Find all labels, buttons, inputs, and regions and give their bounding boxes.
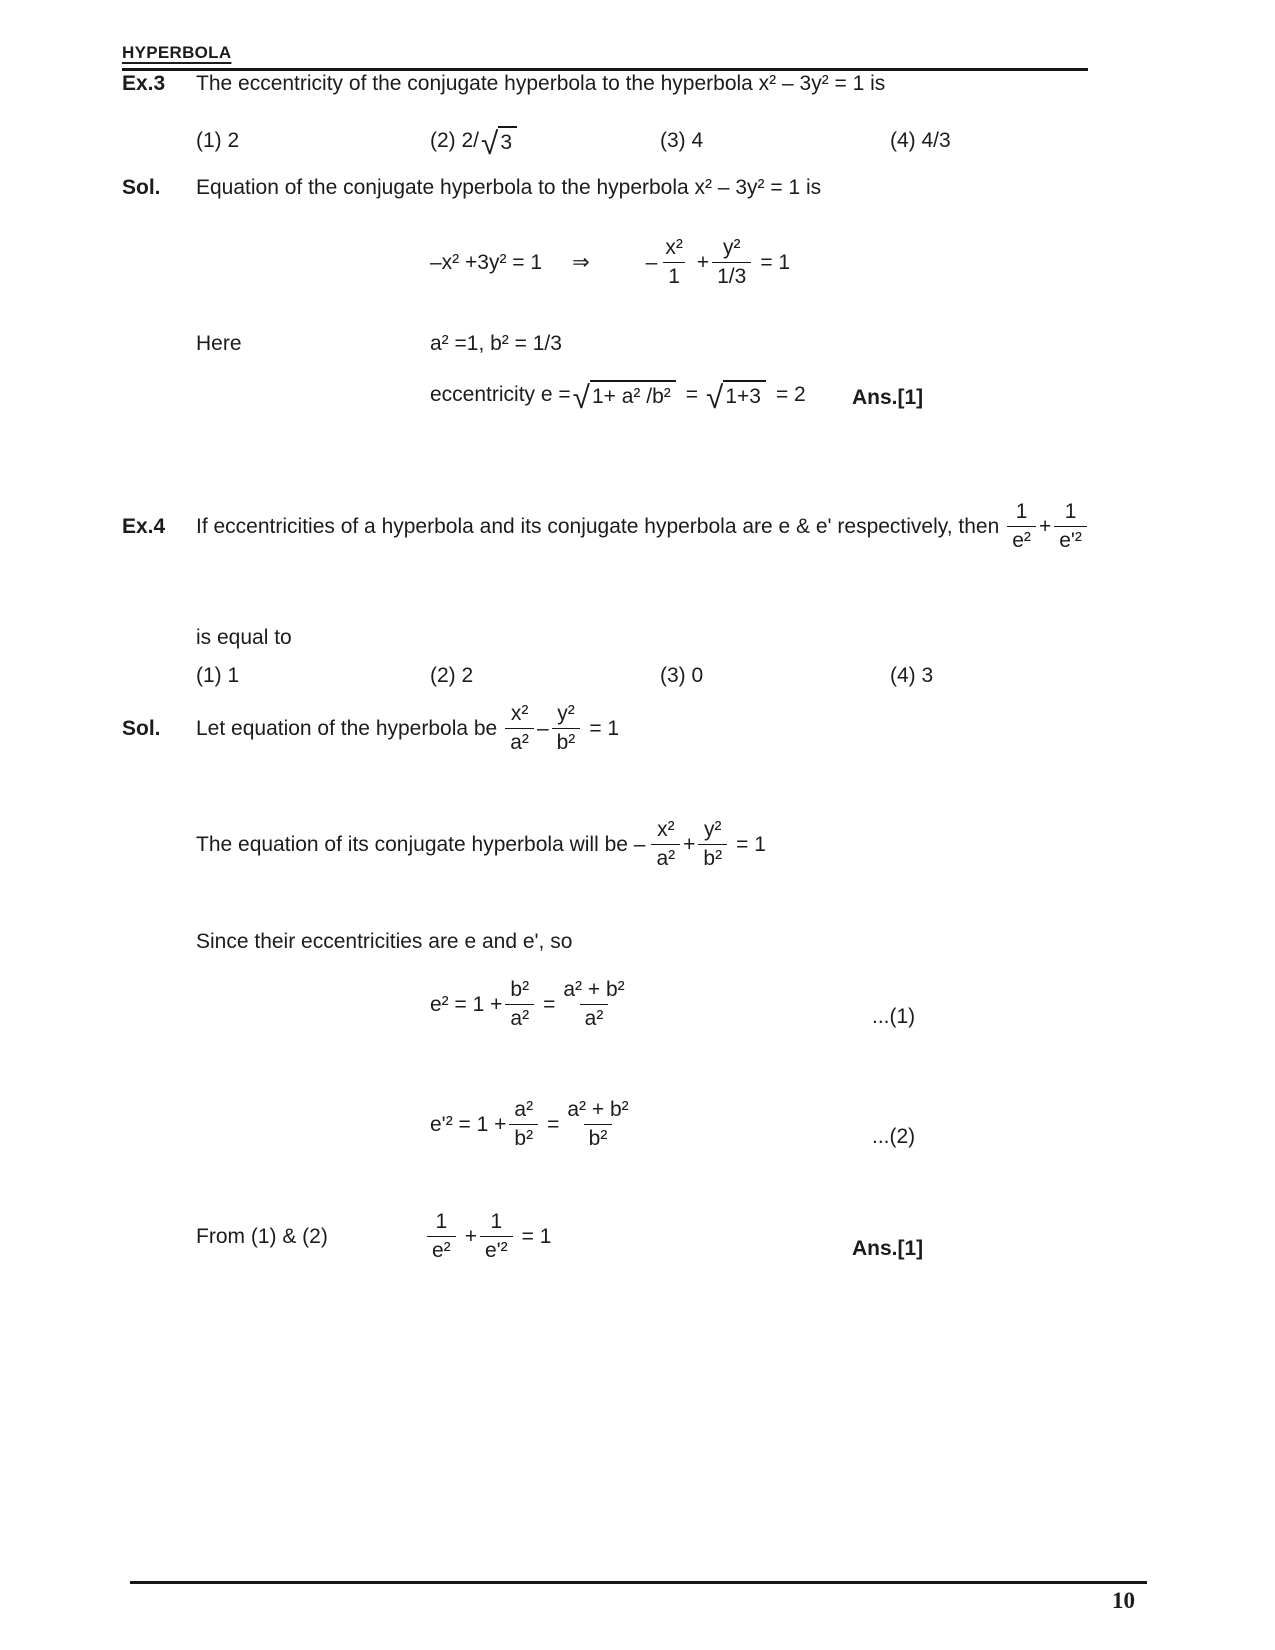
sol3-equation [430, 236, 790, 289]
sol4-intro-row [122, 702, 619, 755]
fraction-numerator: 1 [490, 1210, 503, 1233]
fraction-numerator: a² + b² [563, 978, 625, 1001]
radicand: 1+3 [723, 380, 766, 409]
sol4-hyp-rhs: = 1 [589, 716, 620, 740]
fraction [660, 236, 688, 289]
equals-sign: = [547, 1112, 560, 1136]
fraction-denominator: 1 [663, 262, 685, 289]
ex3-question-text: The eccentricity of the conjugate hyperbola to the hyperbola x² – 3y² = 1 is [196, 72, 886, 95]
sol4-eq2-lhs: e'² = 1 + [430, 1112, 507, 1136]
fraction-denominator: e² [1007, 526, 1036, 553]
fraction-denominator: e'² [480, 1236, 513, 1263]
fraction-numerator: x² [657, 818, 675, 841]
sol4-since-text: Since their eccentricities are e and e', so [196, 930, 573, 953]
sol3-eq-plus: + [696, 250, 710, 274]
ex4-plus: + [1038, 514, 1052, 538]
implies-arrow-icon: ⇒ [572, 251, 590, 275]
page-number: 10 [1112, 1588, 1135, 1613]
here-values: a² =1, b² = 1/3 [430, 332, 562, 355]
fraction-denominator: a² [505, 1004, 534, 1031]
fraction [558, 978, 629, 1031]
fraction-numerator: 1 [1015, 500, 1028, 523]
sol4-intro-text: Let equation of the hyperbola be [196, 716, 498, 740]
sqrt-expression [481, 125, 517, 162]
ex4-option-3: (3) 0 [660, 664, 704, 687]
sol4-eq1-tag: ...(1) [872, 1005, 916, 1028]
fraction [505, 978, 534, 1031]
radical-icon: √ [481, 125, 499, 162]
fraction-numerator: x² [665, 236, 683, 259]
fraction-numerator: a² + b² [567, 1098, 629, 1121]
fraction [698, 818, 727, 871]
fraction-numerator: y² [557, 702, 575, 725]
fraction-denominator: b² [698, 844, 727, 871]
ex4-question-row [122, 500, 1090, 553]
fraction-denominator: b² [509, 1124, 538, 1151]
ex3-label: Ex.3 [122, 72, 166, 95]
equals-sign: = [543, 992, 556, 1016]
fraction-denominator: a² [651, 844, 680, 871]
radicand: 3 [498, 126, 517, 155]
sol4-eq2 [430, 1098, 637, 1151]
fraction-denominator: b² [552, 728, 581, 755]
sol4-label: Sol. [122, 716, 161, 740]
sol4-conjugate-row [196, 818, 766, 871]
footer-rule [130, 1581, 1147, 1584]
sol3-eq-rhs: = 1 [760, 250, 791, 274]
sol3-eq-minus: – [645, 250, 658, 274]
fraction [651, 818, 680, 871]
fraction-numerator: x² [510, 702, 529, 725]
fraction-denominator: 1/3 [712, 262, 751, 289]
ex4-option-1: (1) 1 [196, 664, 240, 687]
ex3-option-1: (1) 2 [196, 128, 240, 152]
fraction [1007, 500, 1036, 553]
fraction [712, 236, 751, 289]
ex3-option-4: (4) 4/3 [890, 128, 951, 152]
here-label: Here [196, 332, 242, 355]
ex3-option-3: (3) 4 [660, 128, 704, 152]
ex3-options-row [196, 125, 1196, 162]
sol3-eccentricity-row [430, 379, 806, 416]
radicand: 1+ a² /b² [590, 380, 676, 409]
ex4-question-suffix: is equal to [196, 626, 292, 649]
sol4-conj-rhs: = 1 [736, 832, 766, 856]
ex4-options-row [196, 664, 1196, 688]
sqrt-expression [706, 379, 766, 416]
ex3-question-row [122, 72, 1122, 96]
fraction-denominator: e'² [1054, 526, 1087, 553]
from-label: From (1) & (2) [196, 1224, 328, 1248]
equals-sign: = [685, 382, 699, 406]
fraction [427, 1210, 456, 1263]
page-title: HYPERBOLA [122, 43, 232, 62]
sol3-label: Sol. [122, 176, 161, 199]
fraction-numerator: y² [704, 818, 722, 841]
page-header [122, 40, 1088, 71]
fraction-denominator: a² [505, 728, 534, 755]
sol4-from-row [196, 1210, 551, 1263]
eccentricity-result: = 2 [775, 382, 806, 406]
sol3-eq-lhs: –x² +3y² = 1 [430, 250, 543, 274]
fraction-denominator: a² [580, 1004, 609, 1031]
fraction-numerator: 1 [435, 1210, 448, 1233]
sol4-eq1-lhs: e² = 1 + [430, 992, 503, 1016]
sol3-here-row [196, 332, 562, 356]
fraction-numerator: 1 [1064, 500, 1077, 523]
sol4-eq2-tag: ...(2) [872, 1125, 916, 1148]
fraction [509, 1098, 538, 1151]
radical-icon: √ [706, 379, 724, 416]
fraction [552, 702, 581, 755]
from-rhs: = 1 [521, 1224, 552, 1248]
ex4-label: Ex.4 [122, 514, 166, 538]
sol4-conjugate-text: The equation of its conjugate hyperbola will be – [196, 832, 646, 856]
ex4-option-2: (2) 2 [430, 664, 474, 687]
sol4-eq1 [430, 978, 633, 1031]
fraction [505, 702, 534, 755]
fraction-denominator: e² [427, 1236, 456, 1263]
fraction [1054, 500, 1087, 553]
fraction-numerator: b² [510, 978, 530, 1001]
ex4-answer: Ans.[1] [852, 1237, 924, 1260]
fraction-denominator: b² [584, 1124, 613, 1151]
fraction [562, 1098, 633, 1151]
radical-icon: √ [572, 379, 590, 416]
ex4-question-text: If eccentricities of a hyperbola and its conjugate hyperbola are e & e' respectively, then [196, 514, 1000, 538]
ex3-answer: Ans.[1] [852, 386, 924, 409]
fraction-numerator: a² [514, 1098, 534, 1121]
sol3-intro-row [122, 176, 1122, 200]
ex3-option-2 [430, 125, 660, 162]
sol3-intro-text: Equation of the conjugate hyperbola to the hyperbola x² – 3y² = 1 is [196, 176, 822, 199]
sqrt-expression [572, 379, 676, 416]
from-plus: + [464, 1224, 477, 1248]
sol4-conj-plus: + [683, 832, 696, 856]
sol4-hyp-minus: – [536, 716, 549, 740]
eccentricity-prefix: eccentricity e = [430, 382, 571, 406]
ex3-option-2-prefix: (2) 2/ [430, 128, 480, 152]
ex4-option-4: (4) 3 [890, 664, 934, 687]
fraction-numerator: y² [722, 236, 741, 259]
fraction [480, 1210, 513, 1263]
